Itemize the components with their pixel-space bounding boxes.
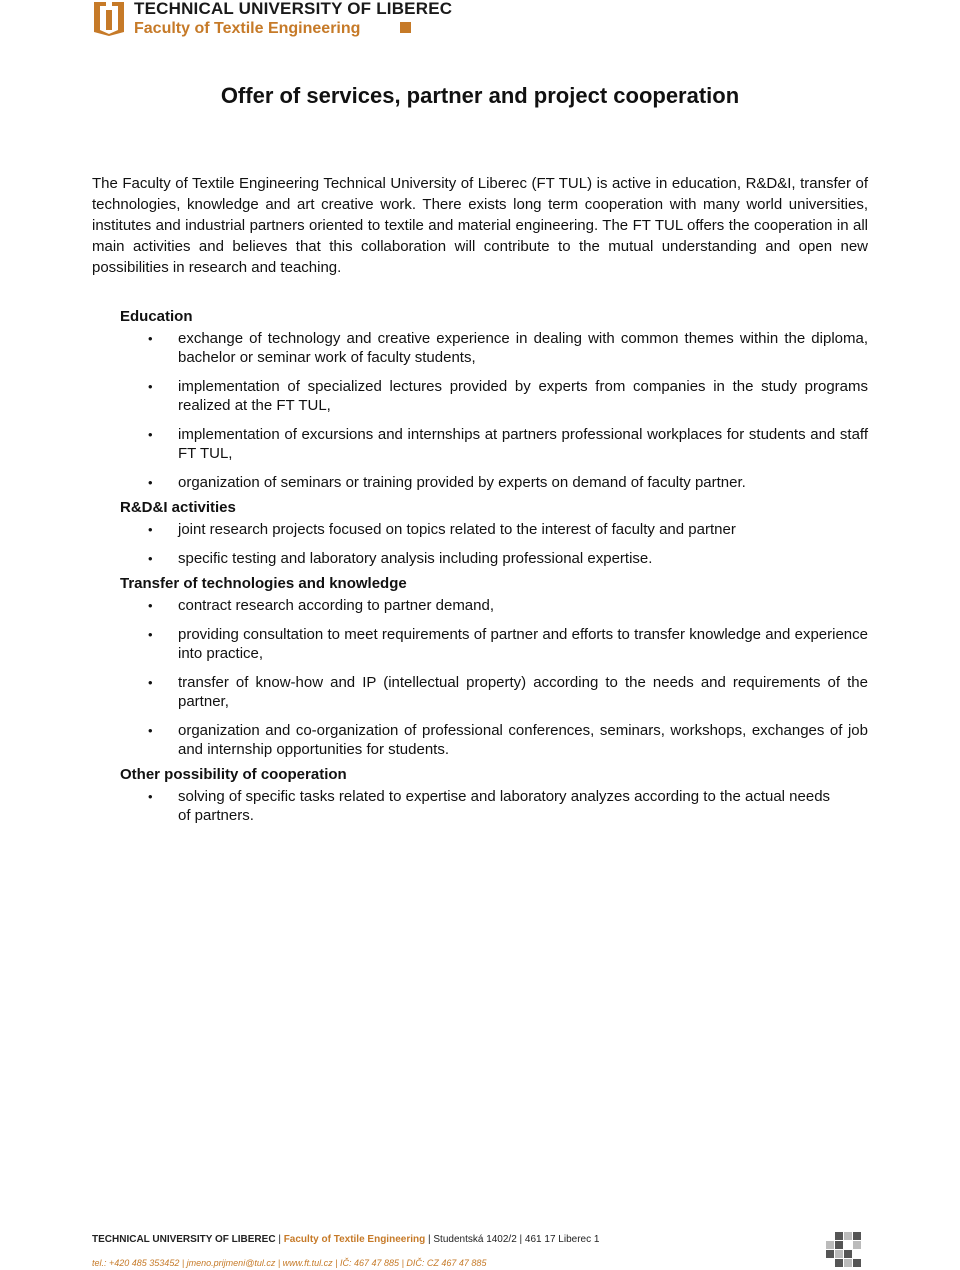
list-item: • implementation of specialized lectures provided by experts from companies in the study programs realized at the FT TUL, <box>148 378 868 414</box>
bullet-icon: • <box>148 789 153 804</box>
other-list <box>92 787 868 825</box>
header-university-name: TECHNICAL UNIVERSITY OF LIBEREC <box>134 0 453 18</box>
bullet-icon: • <box>148 379 153 394</box>
page-title: Offer of services, partner and project cooperation <box>220 83 740 108</box>
transfer-list <box>92 596 868 759</box>
header-faculty-name: Faculty of Textile Engineering <box>134 20 361 37</box>
footer-logo-grid-icon <box>826 1232 860 1266</box>
rdi-heading: R&D&I activities <box>120 499 236 516</box>
list-item: • organization of seminars or training provided by experts on demand of faculty partner. <box>148 474 746 491</box>
bullet-icon: • <box>148 475 153 490</box>
bullet-icon: • <box>148 598 153 613</box>
bullet-icon: • <box>148 675 153 690</box>
intro-paragraph: The Faculty of Textile Engineering Technical University of Liberec (FT TUL) is active in education, R&D&I, transfer of technologies, knowledge and art creative work. There exists long term cooperation with many world universities, institutes and industrial partners oriented to textile and material engineering. The FT TUL offers the cooperation in all main activities and believes that this collaboration will contribute to the mutual understanding and open new possibilities in research and teaching. <box>92 175 868 276</box>
footer-separator: | <box>425 1234 434 1245</box>
list-item: • joint research projects focused on topics related to the interest of faculty and partner <box>148 521 736 538</box>
footer-address: Studentská 1402/2 | 461 17 Liberec 1 <box>433 1234 600 1245</box>
bullet-icon: • <box>148 551 153 566</box>
header-accent-square <box>400 22 411 33</box>
footer <box>92 1234 792 1268</box>
education-heading: Education <box>120 308 193 325</box>
content <box>92 305 868 835</box>
list-item: • organization and co-organization of professional conferences, seminars, workshops, exchanges of job and internship opportunities for students. <box>148 722 868 758</box>
university-logo-icon <box>92 0 126 36</box>
bullet-icon: • <box>148 723 153 738</box>
list-item: • specific testing and laboratory analysis including professional expertise. <box>148 550 653 567</box>
list-item: • providing consultation to meet requirements of partner and efforts to transfer knowledge and experience into practice, <box>148 626 868 662</box>
bullet-icon: • <box>148 331 153 346</box>
bullet-icon: • <box>148 522 153 537</box>
rdi-list <box>92 520 868 568</box>
list-item: • solving of specific tasks related to expertise and laboratory analyzes according to the actual needs of partners. <box>148 788 831 824</box>
transfer-heading: Transfer of technologies and knowledge <box>120 575 407 592</box>
education-list <box>92 329 868 492</box>
list-item: • transfer of know-how and IP (intellectual property) according to the needs and requirements of the partner, <box>148 674 868 710</box>
footer-address-line <box>92 1234 792 1245</box>
list-item: • exchange of technology and creative experience in dealing with common themes within the diploma, bachelor or seminar work of faculty students, <box>148 330 868 366</box>
footer-contacts: tel.: +420 485 353452 | jmeno.prijmeni@tul.cz | www.ft.tul.cz | IČ: 467 47 885 | DIČ: CZ 467 47 885 <box>92 1258 487 1268</box>
other-heading: Other possibility of cooperation <box>120 766 347 783</box>
list-item: • implementation of excursions and internships at partners professional workplaces for students and staff FT TUL, <box>148 426 868 462</box>
footer-separator: | <box>275 1234 284 1245</box>
bullet-icon: • <box>148 627 153 642</box>
list-item: • contract research according to partner demand, <box>148 597 495 614</box>
bullet-icon: • <box>148 427 153 442</box>
header <box>92 0 452 40</box>
footer-university: TECHNICAL UNIVERSITY OF LIBEREC <box>92 1234 276 1245</box>
footer-faculty: Faculty of Textile Engineering <box>283 1234 426 1245</box>
